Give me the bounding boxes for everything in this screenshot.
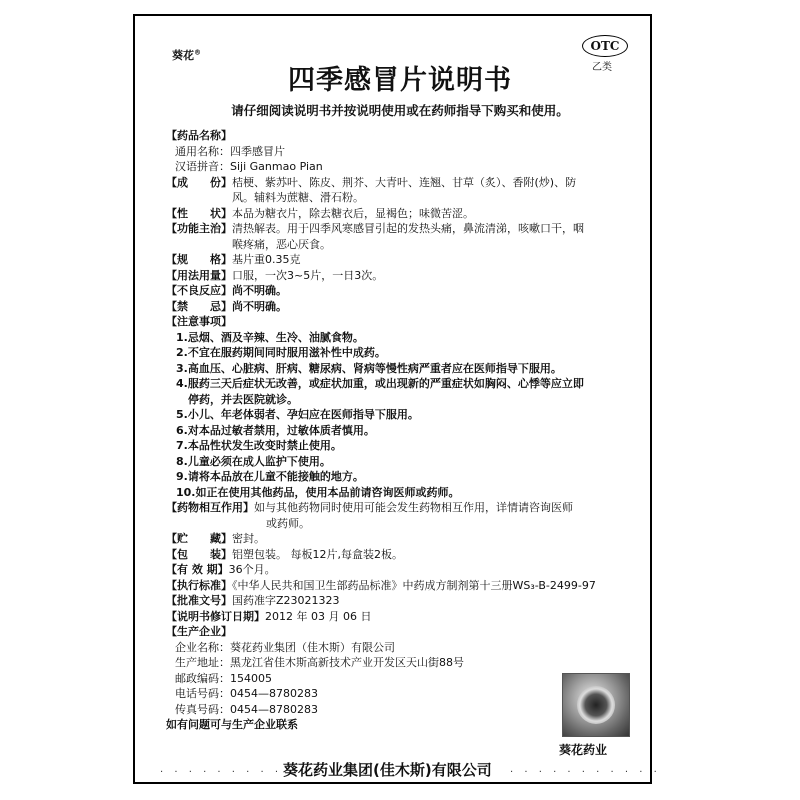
page-subtitle: 请仔细阅读说明书并按说明使用或在药师指导下购买和使用。 — [231, 103, 569, 118]
standard-text: 《中华人民共和国卫生部药品标准》中药成方制剂第十三册WS₃-B-2499-97 — [232, 578, 596, 592]
indications-label: 【功能主治】 — [166, 222, 232, 235]
revision-row — [166, 609, 641, 625]
ingredients-label: 【成 份】 — [166, 175, 232, 189]
revision-label: 【说明书修订日期】 — [166, 609, 265, 623]
page-title: 四季感冒片说明书 — [288, 65, 512, 96]
company-name: 企业名称：葵花药业集团（佳木斯）有限公司 — [175, 640, 395, 654]
usage-text: 口服，一次3~5片，一日3次。 — [232, 268, 384, 282]
spec-row — [166, 252, 641, 268]
note-item: 6.对本品过敏者禁用，过敏体质者慎用。 — [176, 423, 375, 437]
indications-cont: 喉疼痛，恶心厌食。 — [232, 237, 331, 251]
company-address: 生产地址：黑龙江省佳木斯高新技术产业开发区天山街88号 — [175, 656, 464, 669]
brand-logo-text: 葵花 — [172, 49, 194, 62]
interaction-text: 如与其他药物同时使用可能会发生药物相互作用，详情请咨询医师 — [254, 501, 573, 514]
sunflower-stamp-image — [562, 673, 630, 737]
approval-text: 国药准字Z23021323 — [232, 594, 340, 607]
footer-dots-right: · · · · · · · · · · · — [510, 767, 661, 778]
contact-note: 如有问题可与生产企业联系 — [166, 718, 298, 731]
standard-row — [166, 578, 641, 594]
properties-row — [166, 206, 641, 222]
fax-number: 传真号码：0454—8780283 — [175, 702, 318, 716]
postcode: 邮政编码：154005 — [175, 671, 272, 685]
adverse-text: 尚不明确。 — [232, 284, 287, 297]
sunflower-icon — [577, 686, 615, 724]
properties-text: 本品为糖衣片，除去糖衣后，显褐色；味微苦涩。 — [232, 206, 474, 220]
adverse-row — [166, 283, 641, 299]
package-label: 【包 装】 — [166, 547, 232, 561]
interaction-cont: 或药师。 — [266, 516, 310, 530]
note-item: 停药，并去医院就诊。 — [188, 392, 298, 406]
note-item: 3.高血压、心脏病、肝病、糖尿病、肾病等慢性病严重者应在医师指导下服用。 — [176, 361, 562, 375]
ingredients-cont: 风。辅料为蔗糖、滑石粉。 — [232, 191, 364, 204]
validity-label: 【有 效 期】 — [166, 563, 229, 576]
spec-label: 【规 格】 — [166, 253, 232, 266]
otc-badge: OTC — [582, 35, 628, 57]
note-item: 8.儿童必须在成人监护下使用。 — [176, 454, 331, 468]
contra-label: 【禁 忌】 — [166, 299, 232, 313]
phone-number: 电话号码：0454—8780283 — [175, 687, 318, 700]
registered-mark: ® — [194, 48, 201, 57]
storage-text: 密封。 — [232, 532, 265, 545]
approval-row — [166, 593, 641, 609]
storage-label: 【贮 藏】 — [166, 532, 232, 545]
usage-row — [166, 268, 641, 284]
note-item: 10.如正在使用其他药品，使用本品前请咨询医师或药师。 — [176, 485, 460, 499]
revision-text: 2012 年 03 月 06 日 — [265, 609, 372, 623]
note-item: 9.请将本品放在儿童不能接触的地方。 — [176, 470, 364, 483]
validity-row — [166, 562, 641, 578]
drug-name-header: 【药品名称】 — [166, 129, 232, 142]
stamp-logo: 葵花药业 — [559, 743, 608, 757]
leaflet-content — [166, 128, 641, 733]
note-item: 4.服药三天后症状无改善，或症状加重，或出现新的严重症状如胸闷、心悸等应立即 — [176, 377, 584, 390]
common-name: 通用名称：四季感冒片 — [175, 144, 285, 158]
note-item: 5.小儿、年老体弱者、孕妇应在医师指导下服用。 — [176, 408, 419, 421]
indications-text: 清热解表。用于四季风寒感冒引起的发热头痛，鼻流清涕，咳嗽口干，咽 — [232, 222, 584, 235]
package-text: 铝塑包装。 每板12片,每盒装2板。 — [232, 547, 403, 561]
footer-company: 葵花药业集团(佳木斯)有限公司 — [283, 761, 492, 779]
interaction-row — [166, 500, 641, 516]
usage-label: 【用法用量】 — [166, 268, 232, 282]
contra-row — [166, 299, 641, 315]
validity-text: 36个月。 — [228, 563, 276, 576]
properties-label: 【性 状】 — [166, 206, 232, 220]
approval-label: 【批准文号】 — [166, 594, 232, 607]
standard-label: 【执行标准】 — [166, 578, 232, 592]
adverse-label: 【不良反应】 — [166, 284, 232, 297]
note-item: 2.不宜在服药期间同时服用滋补性中成药。 — [176, 346, 386, 359]
package-row — [166, 547, 641, 563]
contra-text: 尚不明确。 — [232, 299, 287, 313]
footer-dots-left: · · · · · · · · · · · — [160, 767, 311, 778]
pinyin-name: 汉语拼音：Siji Ganmao Pian — [175, 160, 323, 173]
note-item: 7.本品性状发生改变时禁止使用。 — [176, 439, 342, 452]
manufacturer-header: 【生产企业】 — [166, 625, 232, 638]
ingredients-row — [166, 175, 641, 191]
spec-text: 基片重0.35克 — [232, 253, 301, 266]
interaction-label: 【药物相互作用】 — [166, 501, 254, 514]
notes-header: 【注意事项】 — [166, 315, 232, 328]
indications-row — [166, 221, 641, 237]
storage-row — [166, 531, 641, 547]
note-item: 1.忌烟、酒及辛辣、生冷、油腻食物。 — [176, 330, 364, 344]
otc-class: 乙类 — [592, 62, 612, 73]
ingredients-text: 桔梗、紫苏叶、陈皮、荆芥、大青叶、连翘、甘草（炙）、香附(炒)、防 — [232, 175, 577, 189]
